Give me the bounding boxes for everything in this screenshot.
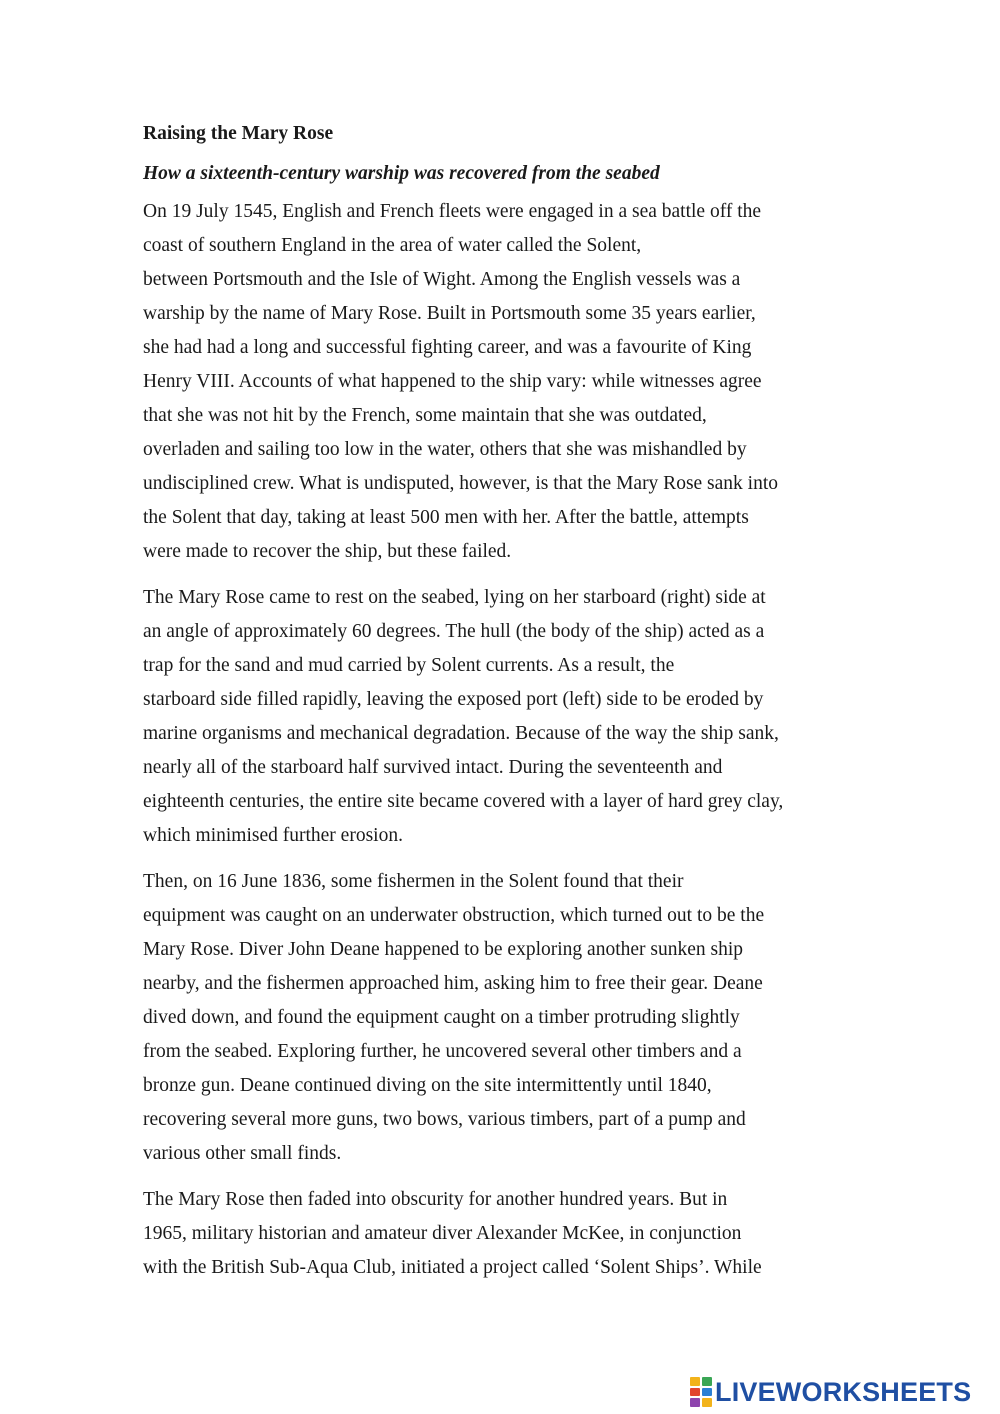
- text-line: Mary Rose. Diver John Deane happened to be exploring another sunken ship: [143, 939, 744, 960]
- text-line: the Solent that day, taking at least 500 men with her. After the battle, attempts: [143, 507, 749, 528]
- text-line: overladen and sailing too low in the water, others that she was mishandled by: [143, 439, 747, 460]
- liveworksheets-logo[interactable]: [690, 1374, 971, 1410]
- text-line: undisciplined crew. What is undisputed, however, is that the Mary Rose sank into: [143, 473, 779, 494]
- logo-tile: [690, 1377, 700, 1386]
- text-line: warship by the name of Mary Rose. Built in Portsmouth some 35 years earlier,: [143, 303, 756, 324]
- text-line: with the British Sub-Aqua Club, initiated a project called ‘Solent Ships’. While: [143, 1257, 762, 1278]
- text-line: coast of southern England in the area of water called the Solent,: [143, 235, 642, 256]
- text-line: marine organisms and mechanical degradation. Because of the way the ship sank,: [143, 723, 779, 744]
- text-line: recovering several more guns, two bows, various timbers, part of a pump and: [143, 1109, 746, 1130]
- paragraph: [143, 581, 873, 853]
- text-line: which minimised further erosion.: [143, 825, 403, 846]
- document-page: [143, 121, 873, 1297]
- logo-tile: [702, 1388, 712, 1397]
- liveworksheets-logo-icon: [690, 1377, 712, 1407]
- text-line: were made to recover the ship, but these failed.: [143, 541, 512, 562]
- text-line: On 19 July 1545, English and French fleets were engaged in a sea battle off the: [143, 201, 762, 222]
- text-line: nearby, and the fishermen approached him, asking him to free their gear. Deane: [143, 973, 763, 994]
- document-body: [143, 195, 873, 1285]
- text-line: starboard side filled rapidly, leaving the exposed port (left) side to be eroded by: [143, 689, 764, 710]
- logo-tile: [702, 1377, 712, 1386]
- text-line: an angle of approximately 60 degrees. The hull (the body of the ship) acted as a: [143, 621, 765, 642]
- logo-text: LIVEWORKSHEETS: [715, 1376, 972, 1407]
- text-line: bronze gun. Deane continued diving on the site intermittently until 1840,: [143, 1075, 712, 1096]
- logo-tile: [702, 1398, 712, 1407]
- paragraph: [143, 1183, 873, 1285]
- text-line: various other small finds.: [143, 1143, 342, 1164]
- document-subtitle: How a sixteenth-century warship was recovered from the seabed: [143, 163, 660, 184]
- text-line: eighteenth centuries, the entire site became covered with a layer of hard grey clay,: [143, 791, 784, 812]
- document-title: Raising the Mary Rose: [143, 123, 334, 144]
- text-line: The Mary Rose came to rest on the seabed, lying on her starboard (right) side at: [143, 587, 766, 608]
- logo-tile: [690, 1398, 700, 1407]
- text-line: that she was not hit by the French, some maintain that she was outdated,: [143, 405, 707, 426]
- text-line: dived down, and found the equipment caught on a timber protruding slightly: [143, 1007, 740, 1028]
- text-line: Henry VIII. Accounts of what happened to the ship vary: while witnesses agree: [143, 371, 762, 392]
- text-line: equipment was caught on an underwater obstruction, which turned out to be the: [143, 905, 765, 926]
- text-line: Then, on 16 June 1836, some fishermen in the Solent found that their: [143, 871, 684, 892]
- text-line: nearly all of the starboard half survived intact. During the seventeenth and: [143, 757, 723, 778]
- text-line: from the seabed. Exploring further, he uncovered several other timbers and a: [143, 1041, 742, 1062]
- logo-tile: [690, 1388, 700, 1397]
- text-line: The Mary Rose then faded into obscurity for another hundred years. But in: [143, 1189, 728, 1210]
- text-line: between Portsmouth and the Isle of Wight. Among the English vessels was a: [143, 269, 741, 290]
- paragraph: [143, 195, 873, 569]
- text-line: she had had a long and successful fighting career, and was a favourite of King: [143, 337, 752, 358]
- text-line: 1965, military historian and amateur diver Alexander McKee, in conjunction: [143, 1223, 742, 1244]
- text-line: trap for the sand and mud carried by Solent currents. As a result, the: [143, 655, 675, 676]
- paragraph: [143, 865, 873, 1171]
